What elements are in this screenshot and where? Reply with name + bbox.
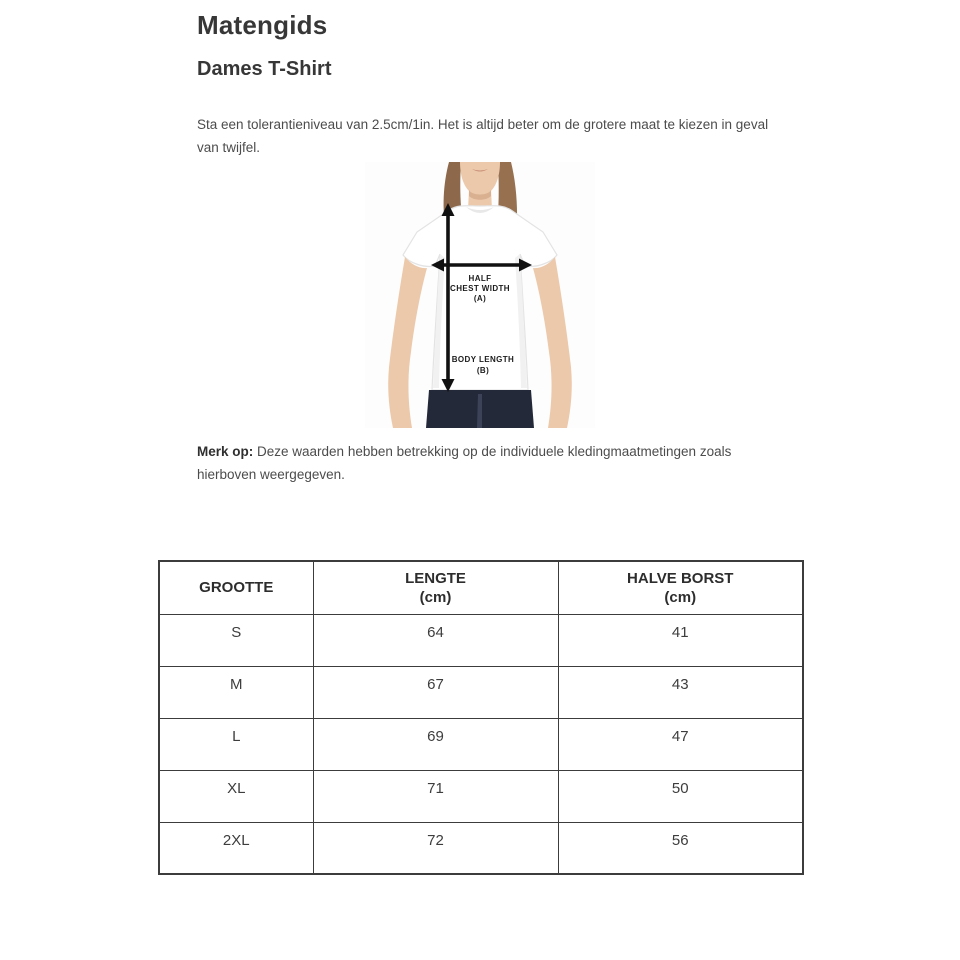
tolerance-note: Sta een tolerantieniveau van 2.5cm/1in. Het is altijd beter om de grotere maat te kiezen in geval van twijfel. [197,117,769,155]
lengte-cell: 67 [313,666,558,718]
col-header-grootte [159,561,313,614]
size-cell: XL [159,770,313,822]
size-cell: M [159,666,313,718]
svg-text:CHEST WIDTH: CHEST WIDTH [450,284,510,293]
note-body: Deze waarden hebben betrekking op de individuele kledingmaatmetingen zoals hierboven weergegeven. [197,444,732,482]
page-subtitle: Dames T-Shirt [197,58,332,80]
table-row [159,666,803,718]
svg-text:BODY LENGTH: BODY LENGTH [451,355,515,364]
table-row [159,770,803,822]
header-line: GROOTTE [199,579,274,597]
model-photo-illustration [365,162,595,428]
size-cell: S [159,614,313,666]
size-cell: 2XL [159,822,313,874]
header-line: HALVE BORST [627,569,734,587]
note-text [197,440,745,486]
size-cell: L [159,718,313,770]
header-line: (cm) [419,588,452,606]
header-line: (cm) [664,588,697,606]
halve-borst-cell: 43 [558,666,803,718]
header-line: LENGTE [405,569,466,587]
note-label: Merk op: [197,444,254,459]
svg-text:(B): (B) [476,366,490,375]
halve-borst-cell: 41 [558,614,803,666]
lengte-cell: 72 [313,822,558,874]
lengte-cell: 71 [313,770,558,822]
table-row [159,718,803,770]
svg-text:(A): (A) [473,294,487,303]
halve-borst-cell: 47 [558,718,803,770]
size-table [158,560,804,875]
halve-borst-cell: 50 [558,770,803,822]
page-title: Matengids [197,10,328,40]
col-header-halve-borst [558,561,803,614]
lengte-cell: 64 [313,614,558,666]
lengte-cell: 69 [313,718,558,770]
table-header-row [159,561,803,614]
svg-text:HALF: HALF [468,274,492,283]
halve-borst-cell: 56 [558,822,803,874]
table-row [159,614,803,666]
table-row [159,822,803,874]
measurement-diagram [365,162,595,428]
col-header-lengte [313,561,558,614]
